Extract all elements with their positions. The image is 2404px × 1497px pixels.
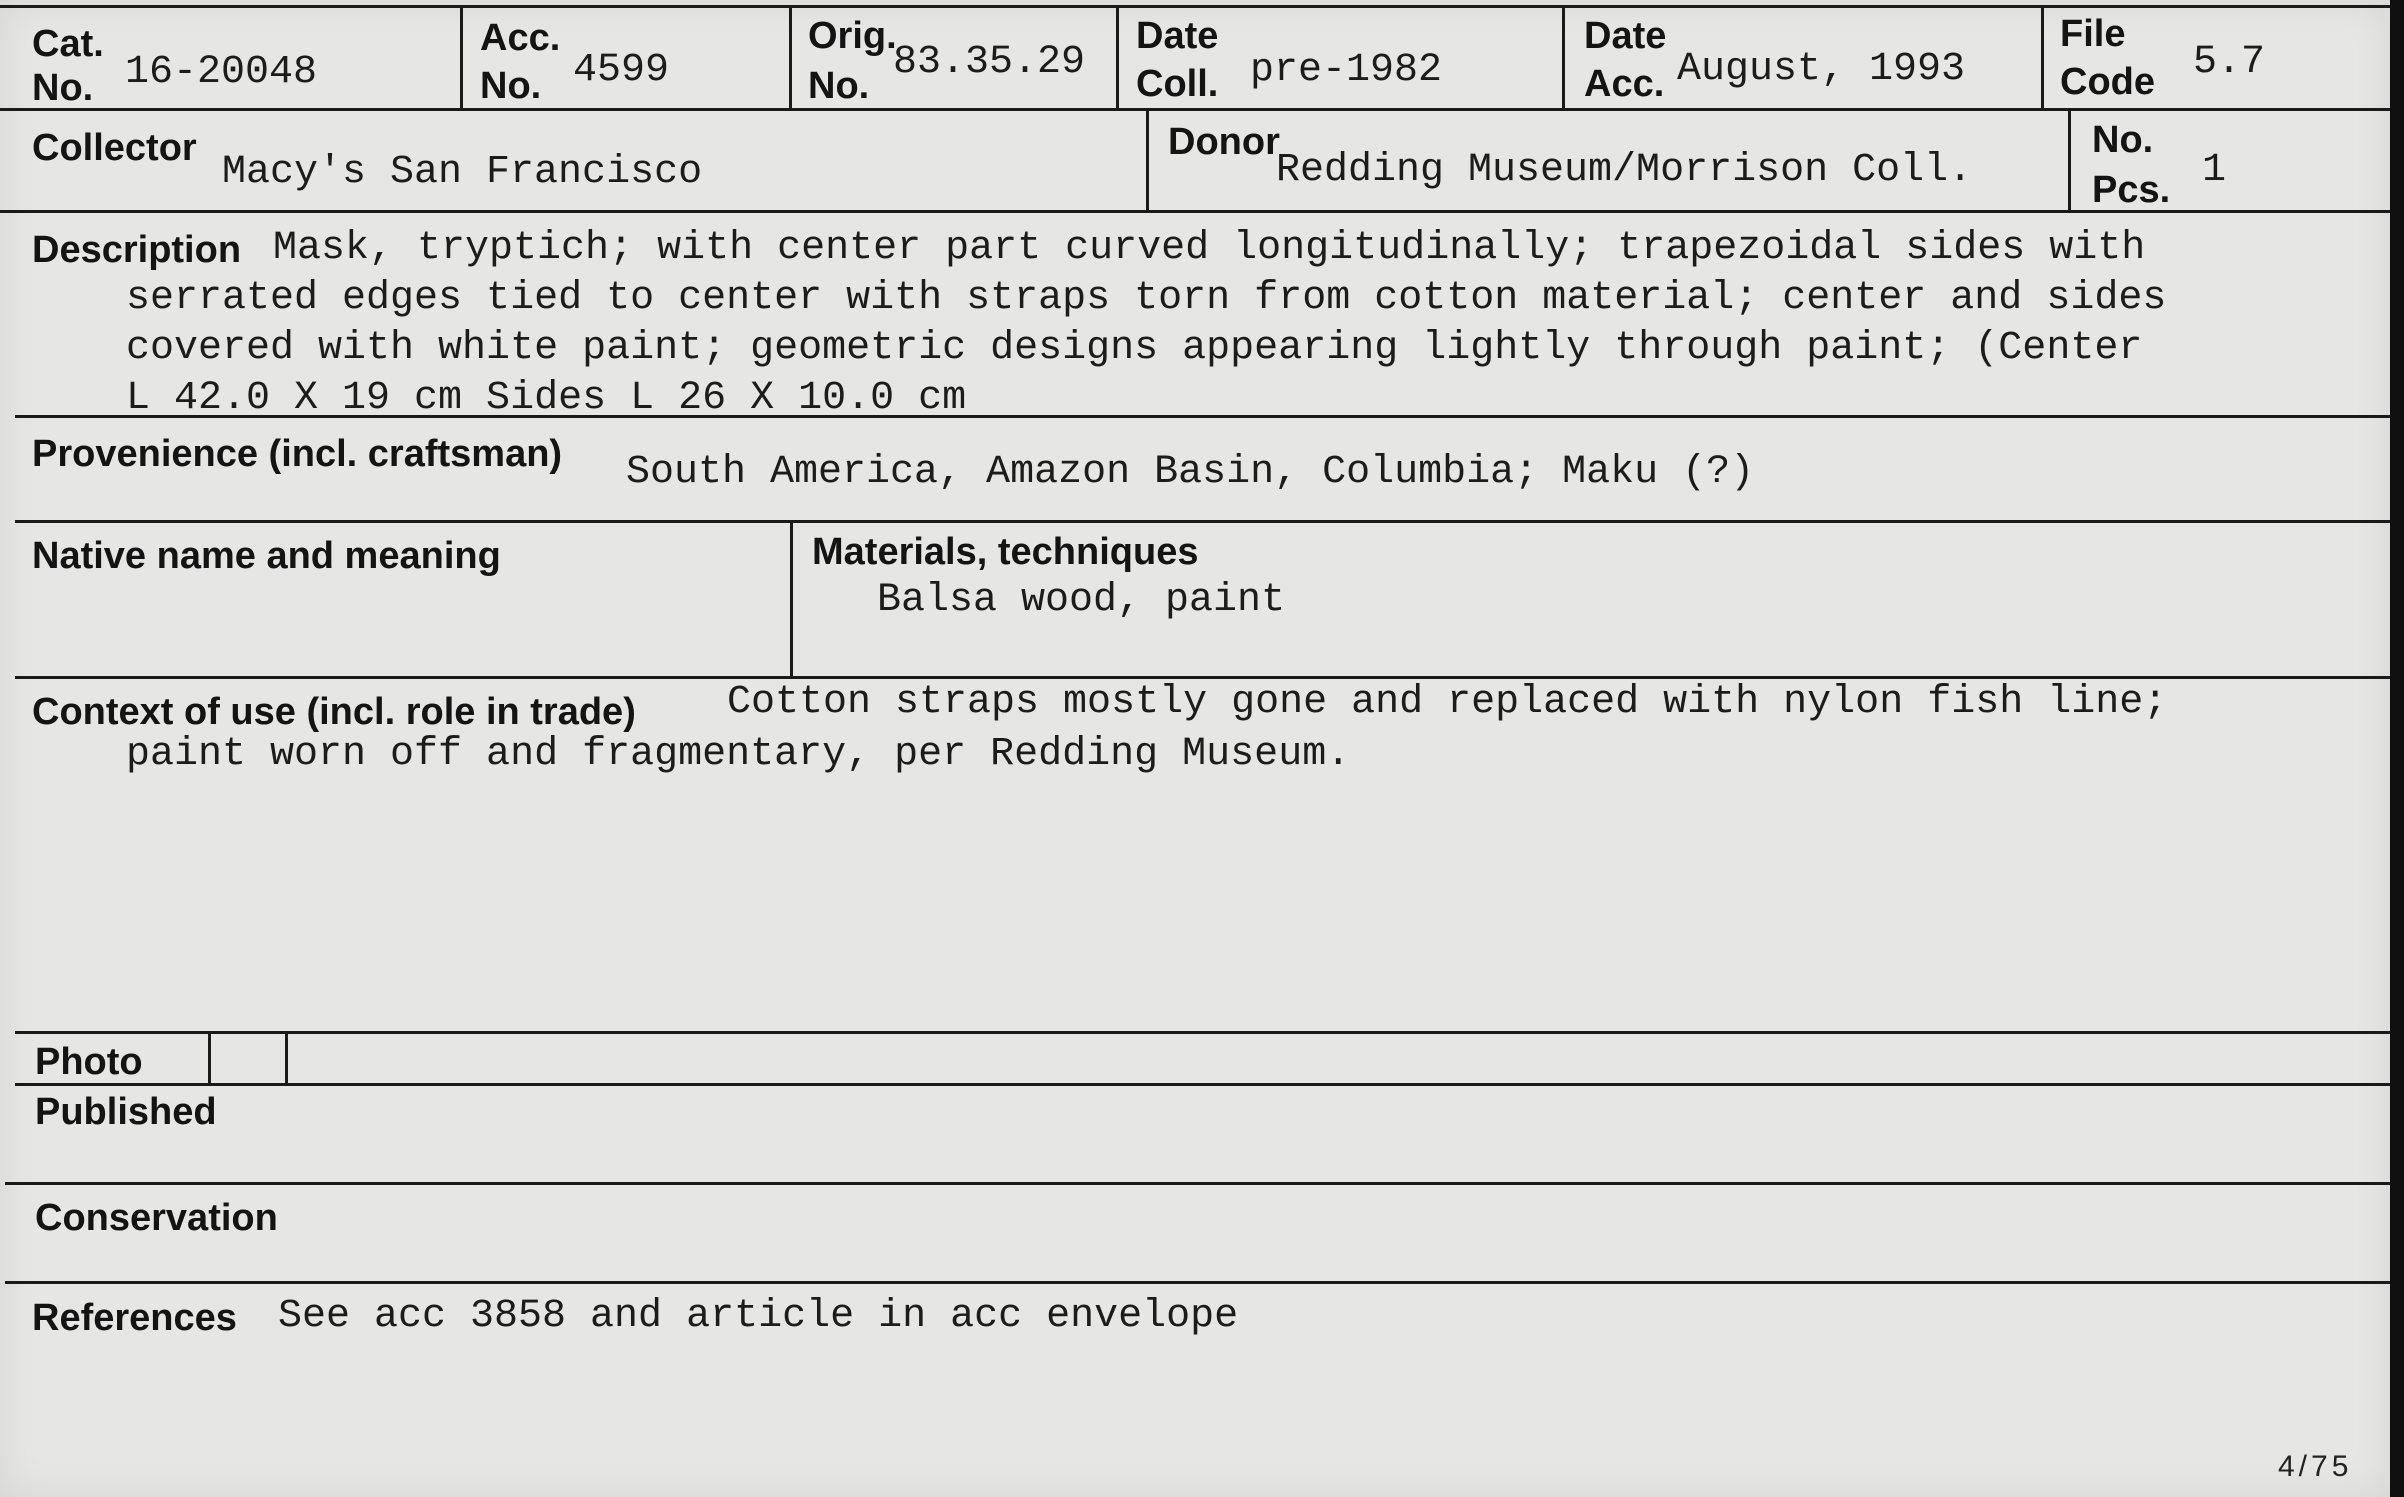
collector-value: Macy's San Francisco xyxy=(222,150,703,195)
file-code-label-top: File xyxy=(2060,13,2126,55)
file-code-label-bottom: Code xyxy=(2060,61,2155,103)
pieces-label-bottom: Pcs. xyxy=(2092,169,2171,211)
divider-header-4 xyxy=(1562,5,1565,110)
divider-header-3 xyxy=(1116,5,1119,110)
orig-no-label-bottom: No. xyxy=(808,65,870,107)
references-value: See acc 3858 and article in acc envelope xyxy=(278,1294,1239,1339)
description-line-4: L 42.0 X 19 cm Sides L 26 X 10.0 cm xyxy=(126,376,967,421)
date-acc-label-bottom: Acc. xyxy=(1584,63,1665,105)
materials-label: Materials, techniques xyxy=(812,531,1199,573)
acc-no-value: 4599 xyxy=(573,48,670,93)
divider-row2-1 xyxy=(1146,110,1149,212)
date-coll-label-bottom: Coll. xyxy=(1136,63,1219,105)
description-line-3: covered with white paint; geometric designs appearing lightly through paint; (Center xyxy=(126,326,2143,371)
photo-label: Photo xyxy=(35,1041,143,1083)
orig-no-value: 83.35.29 xyxy=(893,40,1086,85)
cat-no-label-top: Cat. xyxy=(32,23,104,65)
photo-box-left xyxy=(208,1034,211,1085)
cat-no-label-bottom: No. xyxy=(32,67,94,109)
date-coll-label-top: Date xyxy=(1136,15,1219,57)
acc-no-label-bottom: No. xyxy=(480,65,542,107)
published-label: Published xyxy=(35,1091,217,1133)
materials-value: Balsa wood, paint xyxy=(877,578,1286,623)
provenience-value: South America, Amazon Basin, Columbia; Maku (?) xyxy=(626,450,1755,495)
divider-native-materials xyxy=(790,522,793,678)
acc-no-label-top: Acc. xyxy=(480,17,561,59)
collector-label: Collector xyxy=(32,127,197,169)
references-label: References xyxy=(32,1297,237,1339)
context-line-2: paint worn off and fragmentary, per Redding Museum. xyxy=(126,732,1351,777)
divider-header-5 xyxy=(2041,5,2044,110)
description-line-1: Mask, tryptich; with center part curved longitudinally; trapezoidal sides with xyxy=(273,226,2146,271)
rule-top xyxy=(0,5,2390,8)
rule-conservation-bottom xyxy=(5,1281,2390,1284)
rule-row2-bottom xyxy=(0,210,2390,213)
photo-box-right xyxy=(285,1034,288,1085)
native-name-label: Native name and meaning xyxy=(32,535,501,577)
print-code: 4/75 xyxy=(2278,1450,2353,1483)
cat-no-value: 16-20048 xyxy=(125,50,318,95)
rule-context-bottom xyxy=(15,1031,2390,1034)
rule-provenience-bottom xyxy=(15,520,2390,523)
orig-no-label-top: Orig. xyxy=(808,15,897,57)
divider-row2-2 xyxy=(2068,110,2071,212)
date-acc-value: August, 1993 xyxy=(1677,47,1966,92)
context-line-1: Cotton straps mostly gone and replaced with nylon fish line; xyxy=(727,680,2168,725)
divider-header-1 xyxy=(460,5,463,110)
rule-photo-bottom xyxy=(15,1083,2390,1086)
file-code-value: 5.7 xyxy=(2193,40,2266,85)
description-label: Description xyxy=(32,229,242,271)
pieces-value: 1 xyxy=(2202,148,2227,193)
provenience-label: Provenience (incl. craftsman) xyxy=(32,433,563,475)
donor-value: Redding Museum/Morrison Coll. xyxy=(1276,148,1973,193)
date-coll-value: pre-1982 xyxy=(1250,48,1443,93)
date-acc-label-top: Date xyxy=(1584,15,1667,57)
rule-published-bottom xyxy=(5,1182,2390,1185)
pieces-label-top: No. xyxy=(2092,119,2154,161)
donor-label: Donor xyxy=(1168,121,1280,163)
rule-header-bottom xyxy=(0,108,2390,111)
description-line-2: serrated edges tied to center with straps torn from cotton material; center and sides xyxy=(126,276,2167,321)
conservation-label: Conservation xyxy=(35,1197,278,1239)
divider-header-2 xyxy=(789,5,792,110)
context-label: Context of use (incl. role in trade) xyxy=(32,691,636,733)
